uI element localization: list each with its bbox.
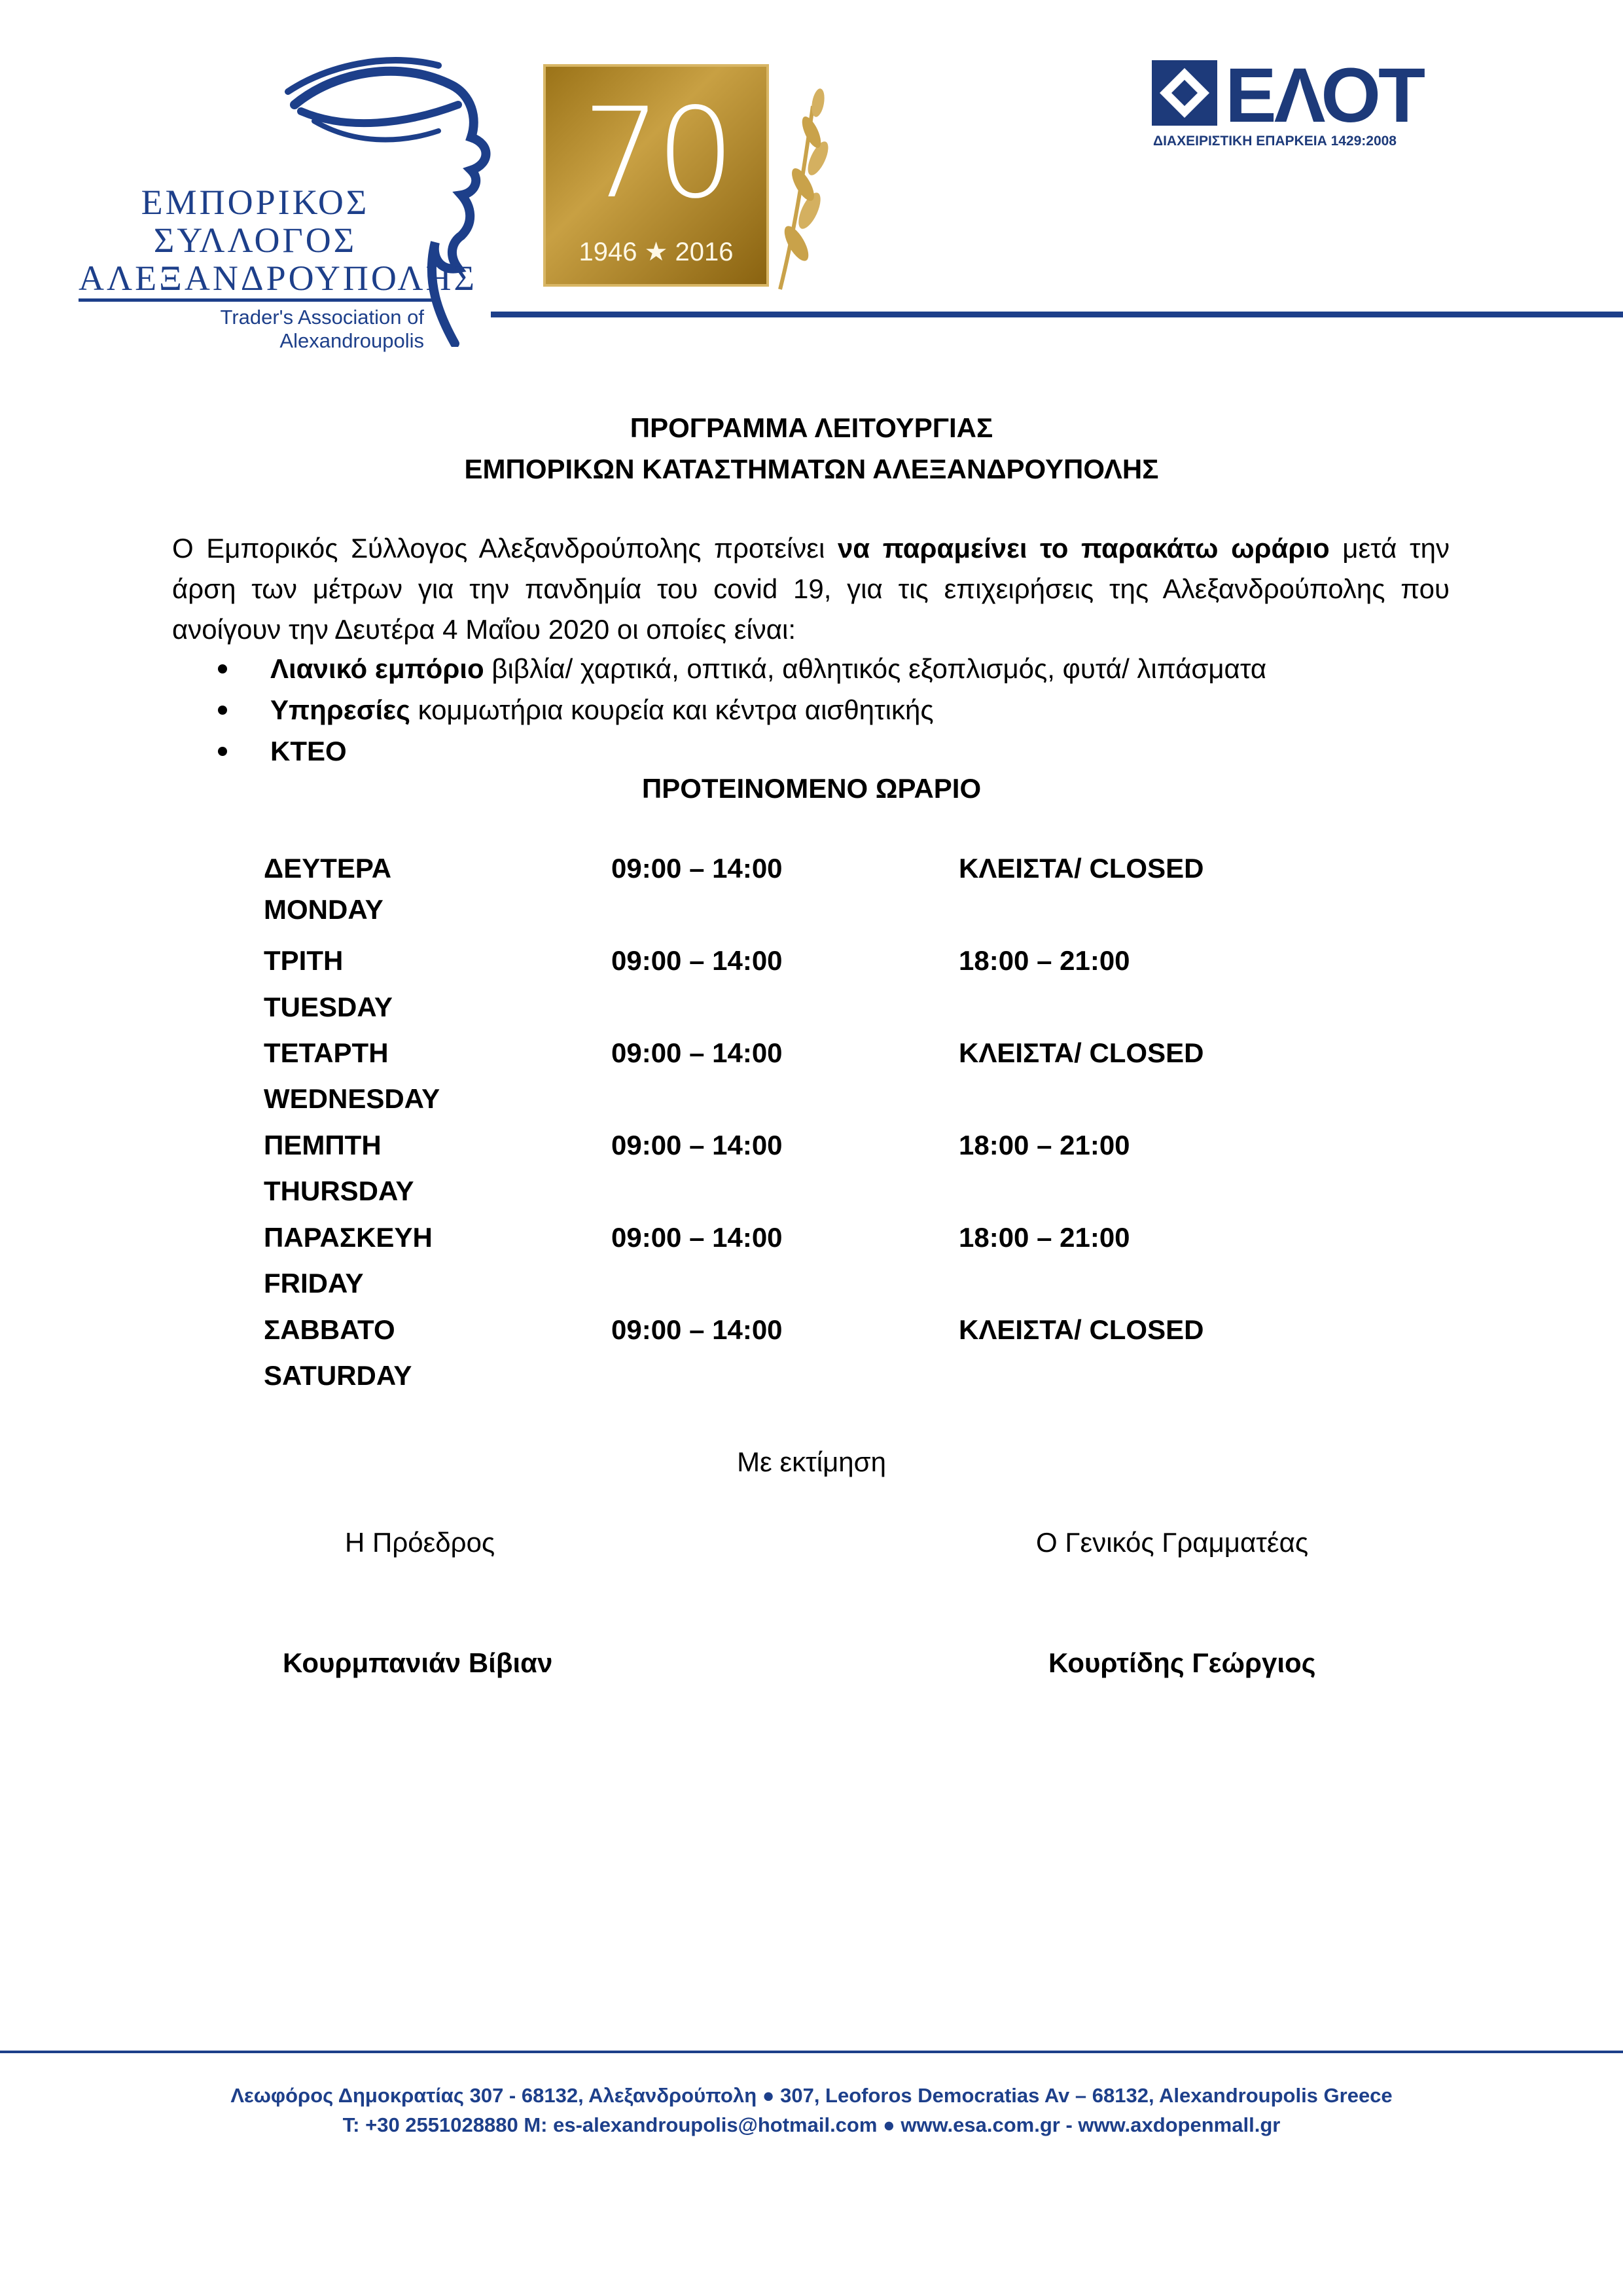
day-english: THURSDAY — [264, 1175, 414, 1206]
footer-address: Λεωφόρος Δημοκρατίας 307 - 68132, Αλεξανδρούπολη ● 307, Leoforos Democratias Av – 68132, Alexandroupolis Greece — [230, 2084, 1393, 2107]
intro-paragraph — [172, 528, 1450, 650]
evening-hours: 18:00 – 21:00 — [959, 945, 1130, 976]
morning-hours: 09:00 – 14:00 — [611, 853, 783, 884]
day-greek: ΤΡΙΤΗ — [264, 945, 344, 976]
header-divider — [491, 312, 1623, 317]
business-list — [218, 648, 1461, 772]
anniversary-years: 1946 ★ 2016 — [579, 238, 734, 266]
evening-hours: 18:00 – 21:00 — [959, 1130, 1130, 1160]
list-item — [218, 689, 1461, 730]
day-greek: ΠΑΡΑΣΚΕΥΗ — [264, 1222, 433, 1253]
elot-logo — [1152, 52, 1433, 158]
document-title-line2: ΕΜΠΟΡΙΚΩΝ ΚΑΤΑΣΤΗΜΑΤΩΝ ΑΛΕΞΑΝΔΡΟΥΠΟΛΗΣ — [464, 454, 1159, 484]
list-item-heading: Υπηρεσίες — [270, 694, 410, 725]
morning-hours: 09:00 – 14:00 — [611, 1037, 783, 1068]
morning-hours: 09:00 – 14:00 — [611, 1222, 783, 1253]
table-row — [264, 1037, 1376, 1130]
president-name: Κουρμπανιάν Βίβιαν — [283, 1647, 553, 1678]
elot-mark-icon — [1152, 60, 1217, 126]
intro-text-start: Ο Εμπορικός Σύλλογος Αλεξανδρούπολης προτείνει — [172, 533, 838, 564]
esa-logo — [79, 46, 510, 352]
list-item-heading: ΚΤΕΟ — [270, 736, 347, 766]
day-greek: ΠΕΜΠΤΗ — [264, 1130, 382, 1160]
day-greek: ΤΕΤΑΡΤΗ — [264, 1037, 389, 1068]
day-greek: ΣΑΒΒΑΤΟ — [264, 1314, 395, 1345]
intro-text-end: μετά την άρση των μέτρων για την πανδημία του covid 19, για τις επιχειρήσεις της Αλεξανδρούπολης που ανοίγουν την Δευτέρα 4 Μαΐου 2020 οι οποίες είναι: — [172, 533, 1450, 645]
footer-contact: T: +30 2551028880 M: es-alexandroupolis@hotmail.com ● www.esa.com.gr - www.axdopenmall.gr — [342, 2113, 1281, 2136]
day-english: MONDAY — [264, 894, 383, 925]
anniversary-logo — [543, 64, 769, 287]
day-greek: ΔΕΥΤΕΡΑ — [264, 853, 392, 884]
president-role: Η Πρόεδρος — [345, 1527, 495, 1558]
morning-hours: 09:00 – 14:00 — [611, 945, 783, 976]
morning-hours: 09:00 – 14:00 — [611, 1314, 783, 1345]
schedule-title: ΠΡΟΤΕΙΝΟΜΕΝΟ ΩΡΑΡΙΟ — [641, 773, 982, 804]
table-row — [264, 945, 1376, 1037]
document-title-line1: ΠΡΟΓΡΑΜΜΑ ΛΕΙΤΟΥΡΓΙΑΣ — [630, 412, 993, 443]
bullet-icon — [218, 747, 227, 756]
intro-text-bold: να παραμείνει το παρακάτω ωράριο — [837, 533, 1330, 564]
day-english: WEDNESDAY — [264, 1083, 440, 1114]
table-row — [264, 853, 1376, 945]
laurel-branch-icon — [767, 80, 839, 296]
day-english: SATURDAY — [264, 1360, 412, 1391]
morning-hours: 09:00 – 14:00 — [611, 1130, 783, 1160]
table-row — [264, 1222, 1376, 1314]
evening-hours: ΚΛΕΙΣΤΑ/ CLOSED — [959, 1037, 1204, 1068]
bullet-icon — [218, 706, 227, 715]
anniversary-number: 70 — [582, 81, 730, 226]
closing-regards: Με εκτίμηση — [737, 1446, 886, 1477]
evening-hours: 18:00 – 21:00 — [959, 1222, 1130, 1253]
esa-logo-english: Trader's Association of Alexandroupolis — [220, 306, 424, 352]
footer-divider — [0, 2051, 1623, 2053]
evening-hours: ΚΛΕΙΣΤΑ/ CLOSED — [959, 1314, 1204, 1345]
evening-hours: ΚΛΕΙΣΤΑ/ CLOSED — [959, 853, 1204, 884]
esa-logo-line1: ΕΜΠΟΡΙΚΟΣ — [141, 183, 370, 222]
esa-logo-line2: ΣΥΛΛΟΓΟΣ — [153, 221, 357, 260]
list-item — [218, 648, 1461, 689]
day-english: TUESDAY — [264, 992, 393, 1022]
schedule-table — [264, 853, 1376, 1407]
day-english: FRIDAY — [264, 1268, 364, 1299]
secretary-name: Κουρτίδης Γεώργιος — [1048, 1647, 1316, 1678]
list-item — [218, 730, 1461, 772]
elot-word: ΕΛΟΤ — [1225, 52, 1423, 139]
list-item-text: βιβλία/ χαρτικά, οπτικά, αθλητικός εξοπλισμός, φυτά/ λιπάσματα — [484, 653, 1267, 684]
secretary-role: Ο Γενικός Γραμματέας — [1036, 1527, 1309, 1558]
table-row — [264, 1314, 1376, 1407]
esa-logo-line3: ΑΛΕΞΑΝΔΡΟΥΠΟΛΗΣ — [79, 259, 432, 302]
bullet-icon — [218, 664, 227, 673]
list-item-text: κομμωτήρια κουρεία και κέντρα αισθητικής — [410, 694, 934, 725]
elot-subtitle: ΔΙΑΧΕΙΡΙΣΤΙΚΗ ΕΠΑΡΚΕΙΑ 1429:2008 — [1153, 134, 1397, 149]
list-item-heading: Λιανικό εμπόριο — [270, 653, 484, 684]
table-row — [264, 1130, 1376, 1222]
